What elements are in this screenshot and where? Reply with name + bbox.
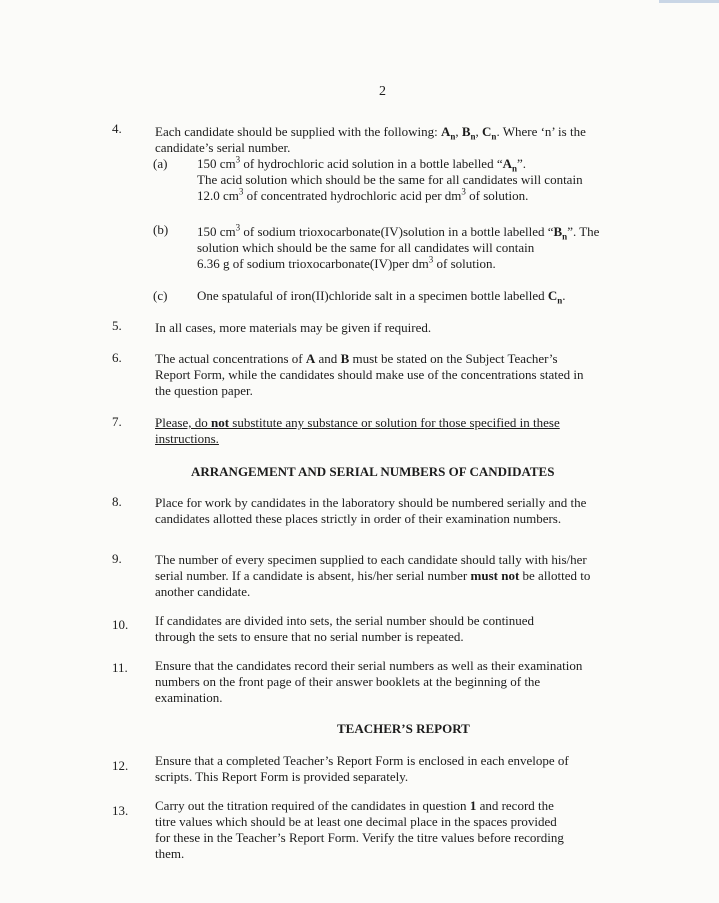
sub-item-label: (c) (153, 288, 168, 303)
item-number: 10. (112, 617, 129, 632)
item-number: 6. (112, 350, 122, 365)
item-text: Carry out the titration required of the candidates in question 1 and record the titre values which should be at least one decimal place in the spaces provided for these in the Teacher’s Report Form. Verify the titre values before recording them. (155, 798, 564, 861)
sub-item-label: (b) (153, 222, 169, 237)
page-number: 2 (379, 84, 386, 99)
section-heading: TEACHER’S REPORT (337, 721, 470, 736)
item-number: 7. (112, 414, 122, 429)
item-text: Each candidate should be supplied with the following: $A_n$, $B_n$, $C_n$. Where ‘n’ is the candidate’s serial number. (155, 124, 586, 155)
item-text: If candidates are divided into sets, the serial number should be continued through the sets to ensure that no serial number is repeated. (155, 613, 535, 644)
item-text: Please, do not substitute any substance or solution for those specified in these instructions. (155, 415, 560, 446)
section-heading: ARRANGEMENT AND SERIAL NUMBERS OF CANDIDATES (191, 464, 555, 479)
scan-edge-mark (659, 0, 719, 3)
sub-item-text: 150 $cm^3$ of hydrochloric acid solution in a bottle labelled “$A_n$”. The acid solution which should be the same for all candidates will contain 12.0 $cm^3$ of concentrated hydrochloric acid per $dm^3$ of solution. (197, 154, 583, 203)
item-text: The number of every specimen supplied to each candidate should tally with his/her serial number. If a candidate is absent, his/her serial number must not be allotted to another candidate. (155, 552, 591, 599)
item-number: 8. (112, 494, 122, 509)
item-text: Ensure that a completed Teacher’s Report Form is enclosed in each envelope of scripts. This Report Form is provided separately. (155, 753, 569, 784)
item-number: 12. (112, 758, 129, 773)
item-text: The actual concentrations of A and B must be stated on the Subject Teacher’s Report Form, while the candidates should make use of the concentrations stated in the question paper. (155, 351, 584, 398)
item-text: Ensure that the candidates record their serial numbers as well as their examination numbers on the front page of their answer booklets at the beginning of the examination. (155, 658, 583, 705)
item-text: In all cases, more materials may be given if required. (155, 320, 432, 335)
item-number: 11. (112, 660, 128, 675)
item-number: 4. (112, 121, 122, 136)
item-text: Place for work by candidates in the laboratory should be numbered serially and the candidates allotted these places strictly in order of their examination numbers. (155, 495, 587, 526)
sub-item-text: One spatulaful of iron(II)chloride salt in a specimen bottle labelled $C_n$. (197, 288, 566, 306)
item-number: 9. (112, 551, 122, 566)
sub-item-text: 150 $cm^3$ of sodium trioxocarbonate(IV)solution in a bottle labelled “$B_n$”. The solution which should be the same for all candidates will contain 6.36 g of sodium trioxocarbonate(IV)per $dm^3$ of solution. (197, 222, 600, 271)
item-number: 13. (112, 803, 129, 818)
item-number: 5. (112, 318, 122, 333)
sub-item-label: (a) (153, 156, 168, 171)
